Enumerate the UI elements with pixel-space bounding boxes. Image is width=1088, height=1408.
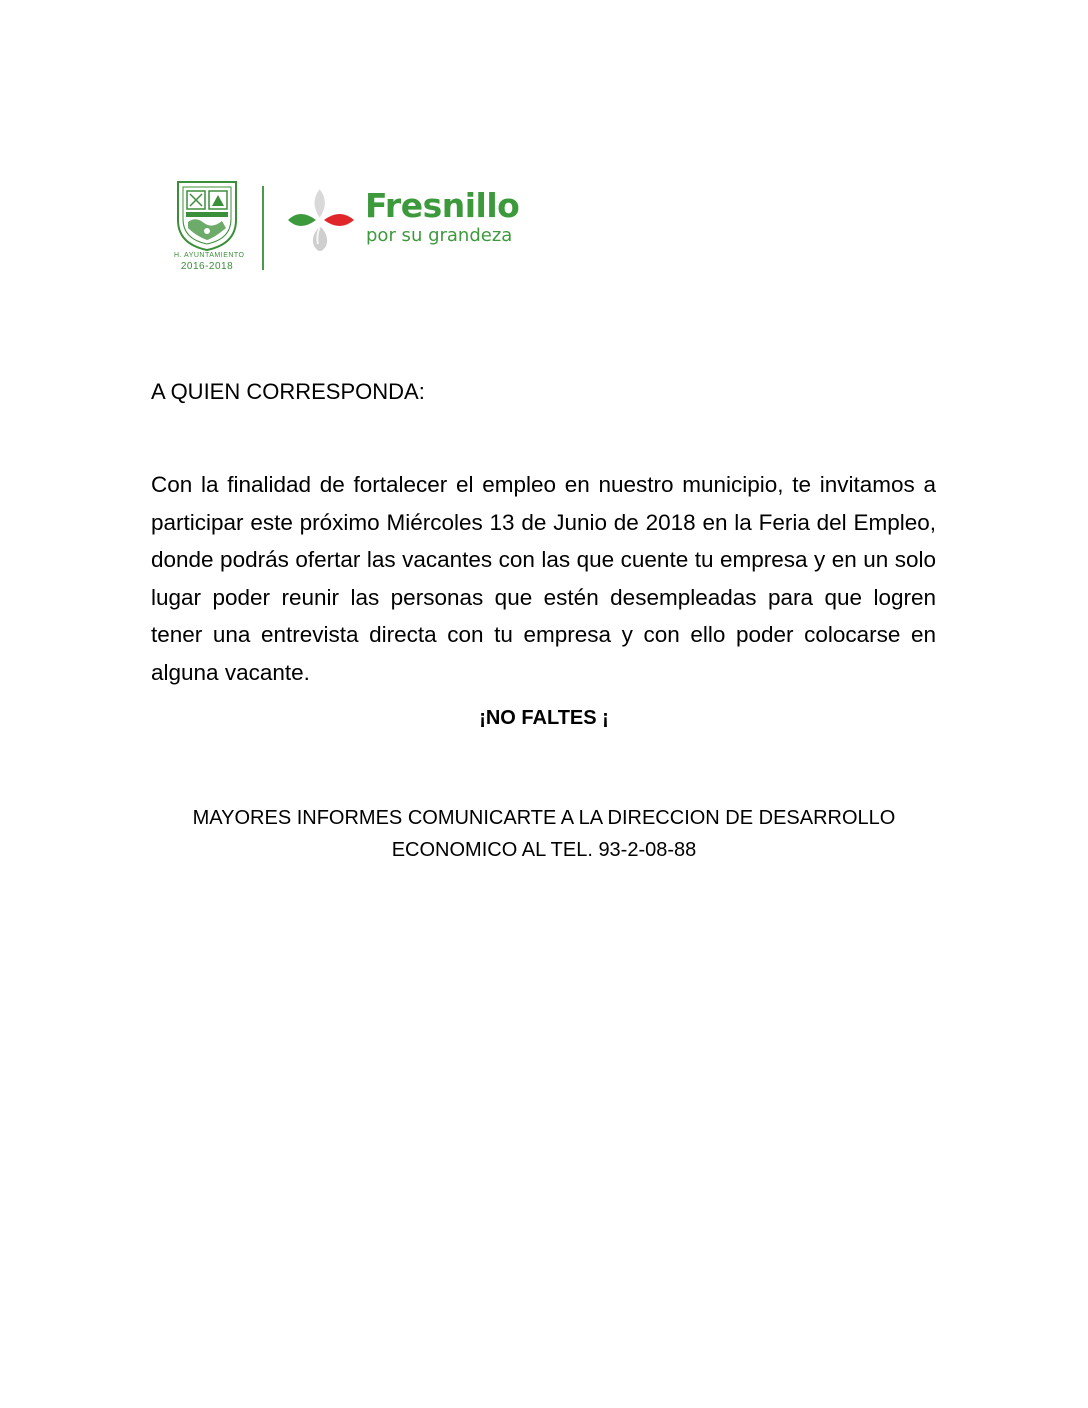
letterhead-divider — [262, 186, 264, 270]
contact-line-1: MAYORES INFORMES COMUNICARTE A LA DIRECCION DE DESARROLLO — [192, 807, 896, 829]
contact-info — [0, 802, 1088, 866]
letterhead — [174, 176, 534, 276]
salutation: A QUIEN CORRESPONDA: — [151, 379, 425, 404]
brand-tagline: por su grandeza — [366, 225, 513, 246]
municipal-seal-icon — [174, 176, 240, 252]
contact-line-2: ECONOMICO AL TEL. 93-2-08-88 — [391, 839, 697, 861]
fresnillo-flower-logo-icon — [282, 184, 358, 256]
callout-heading: ¡NO FALTES ¡ — [479, 707, 609, 729]
seal-caption: H. AYUNTAMIENTO — [174, 252, 245, 259]
seal-years: 2016-2018 — [180, 261, 234, 272]
brand-name: Fresnillo — [365, 186, 520, 225]
letter-body: Con la finalidad de fortalecer el empleo en nuestro municipio, te invitamos a participar este próximo Miércoles 13 de Junio de 2018 en la Feria del Empleo, donde podrás ofertar las vacantes con las que cuente tu empresa y en un solo lugar poder reunir las personas que estén desempleadas para que logren tener una entrevista directa con tu empresa y con ello poder colocarse en alguna vacante. — [151, 472, 936, 685]
